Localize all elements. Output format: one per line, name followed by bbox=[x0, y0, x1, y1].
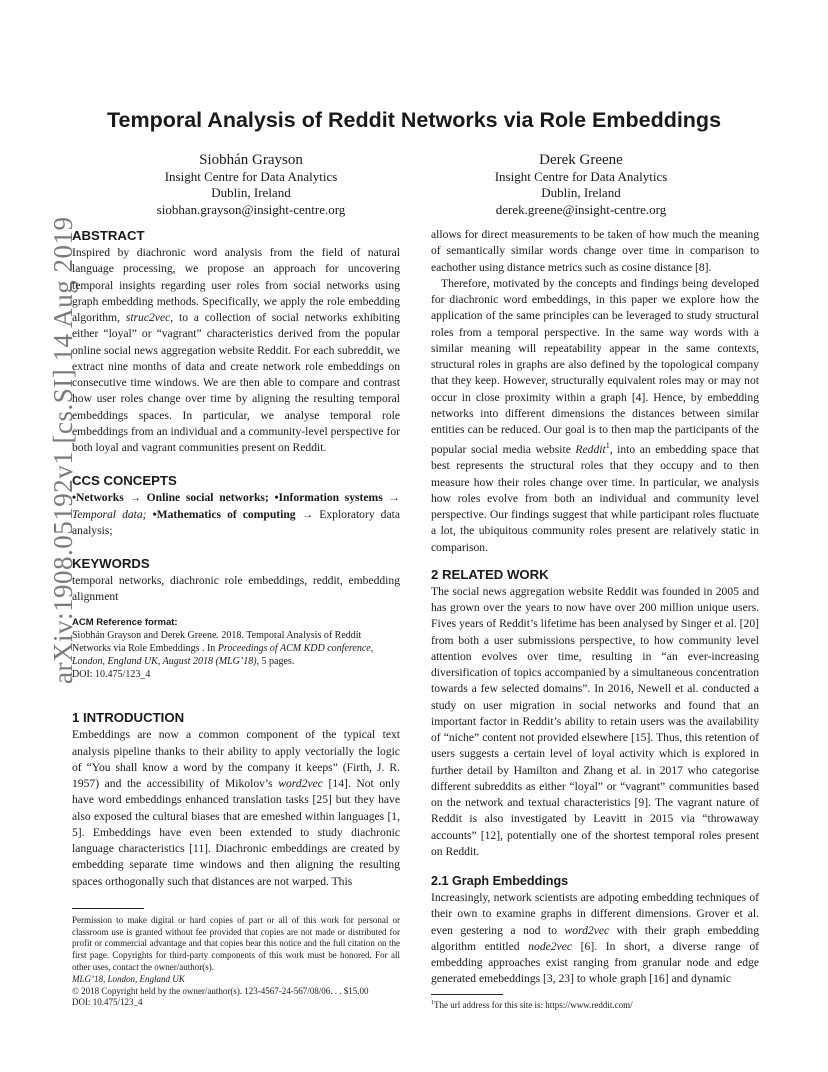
keywords-heading: KEYWORDS bbox=[72, 556, 150, 571]
footnote-rule bbox=[72, 908, 144, 909]
author-affiliation: Insight Centre for Data Analytics bbox=[494, 169, 668, 184]
graph-embeddings-text: Increasingly, network scientists are adpoting embedding techniques of their own to examine graphs in different dimensions. Grover et al. even gestering a nod to word2vec with their graph embedding algorithm entitled node2vec [6]. In short, a diverse range of embedding approaches exist ranging from granular node and edge generated emebeddings [3, 23] to whole graph [16] and dynamic bbox=[431, 891, 759, 986]
left-column bbox=[72, 227, 400, 1009]
intro-heading: 1 INTRODUCTION bbox=[72, 710, 185, 726]
author-affiliation: Insight Centre for Data Analytics bbox=[164, 169, 338, 184]
author-location: Dublin, Ireland bbox=[211, 185, 291, 201]
permission-notice: Permission to make digital or hard copies of part or all of this work for personal or classroom use is granted without fee provided that copies are not made or distributed for profit or commercial advantage and that copies bear this notice and the full citation on the first page. Copyrights for third-party components of this work must be honored. For all other uses, contact the owner/author(s). MLG’18, London, England UK © 2018 Copyright held by the owner/author(s). 123-4567-24-567/08/06. . . $15.00 DOI: 10.475/123_4 bbox=[72, 914, 400, 1008]
author-name: Siobhán Grayson bbox=[199, 152, 303, 168]
arxiv-stamp bbox=[20, 216, 78, 684]
related-work-text: The social news aggregation website Reddit was founded in 2005 and has grown over the years to now have over 200 million unique users. Fives years of Reddit’s lifetime has been analysed by Singer et al. [20] from both a user submissions perspective, to how community level attention evolves over time, resulting in “an ever-increasing diversification of topics accompanied by a simultaneous concentration towards a few selected domains”. In 2016, Newell et al. conducted a study on user migration in social networks and found that an important factor in Reddit’s ability to retain users was the availability of “niche” content not provided elsewhere [15]. Thus, this retention of users suggests a certain level of loyal activity which is explored in further detail by Hamilton and Zhang et al. in 2017 who categorise different subreddits as either “loyal” or “vagrant” communities based on the network and textual characteristics [9]. The vagrant nature of Reddit is also investigated by Leavitt in 2015 via “throwaway accounts” [12], potentially one of the shortest temporal roles present on Reddit. bbox=[431, 584, 759, 858]
footnote-rule bbox=[431, 994, 503, 995]
abstract-text: Inspired by diachronic word analysis from the field of natural language processing, we propose an approach for uncovering temporal insights regarding user roles from social networks using graph embedding methods. Specifically, we apply the role embedding algorithm, struc2vec, to a collection of social networks exhibiting either “loyal” or “vagrant” characteristics derived from the popular online social news aggregation website Reddit. For each subreddit, we extract nine months of data and create network role embeddings on consecutive time windows. We are then able to compare and contrast how user roles change over time by aligning the resulting temporal embeddings spaces. In particular, we analyse temporal role embeddings from an individual and a community-level perspective for both loyal and vagrant communities present on Reddit. bbox=[72, 246, 400, 454]
abstract-heading: ABSTRACT bbox=[72, 228, 145, 243]
author-1 bbox=[101, 151, 401, 218]
arxiv-id: arXiv:1908.05192v1 [cs.SI] 14 Aug 2019 bbox=[48, 216, 78, 684]
author-email: siobhan.grayson@insight-centre.org bbox=[156, 201, 346, 217]
keywords-text: temporal networks, diachronic role embeddings, reddit, embedding alignment bbox=[72, 574, 400, 604]
intro-paragraph-2: Therefore, motivated by the concepts and findings being developed for diachronic word embeddings, in this paper we explore how the application of the same principles can be leveraged to study structural roles from a temporal perspective. In the same way words with a similar meaning will repeatability appear in the same contexts, structural roles in graphs are also defined by the topological company that they keep. However, structurally equivalent roles may or may not occur in close proximity within a graph [4]. Hence, by embedding networks into different dimensions the distances between similar entities can be reduced. Our goal is to then map the participants of the popular social media website Reddit$^1$, into an embedding space that best represents the structural roles that they occupy and to then measure how their roles change over time. In particular, we analysis how roles evolve from both an individual and community level perspective. Our findings suggest that while participant roles fluctuate a lot, the ubiquitous community roles present are relatively static in comparison. bbox=[431, 276, 759, 554]
related-work-heading: 2 RELATED WORK bbox=[431, 566, 549, 582]
ccs-heading: CCS CONCEPTS bbox=[72, 473, 177, 489]
graph-embeddings-heading: 2.1 Graph Embeddings bbox=[431, 874, 569, 889]
intro-text: Embeddings are now a common component of the typical text analysis pipeline thanks to their ability to apply vectorially the logic of “You shall know a word by the company it keeps” (Firth, J. R. 1957) and the accessibility of Mikolov’s word2vec [14]. Not only have word embeddings enhanced translation tasks [25] but they have also exposed the cultural biases that are emeshed within languages [1, 5]. Embeddings have even been extended to study diachronic language characteristics [11]. Diachronic embeddings are created by embedding separate time windows and then aligning the resulting spaces orthogonally such that distances are not warped. This bbox=[72, 728, 400, 888]
author-location: Dublin, Ireland bbox=[541, 185, 621, 201]
author-2 bbox=[431, 151, 731, 218]
footnote: $^1$The url address for this site is: https://www.reddit.com/ bbox=[431, 999, 633, 1010]
author-name: Derek Greene bbox=[539, 152, 623, 168]
acm-ref-text: Siobhán Grayson and Derek Greene. 2018. Temporal Analysis of Reddit Networks via Role Embeddings . In Proceedings of ACM KDD conference, London, England UK, August 2018 (MLG’18), 5 pages. DOI: 10.475/123_4 bbox=[72, 629, 374, 681]
ccs-text: •Networks → Online social networks; •Information systems → Temporal data; •Mathematics of computing → Exploratory data analysis; bbox=[72, 491, 400, 537]
acm-ref-heading: ACM Reference format: bbox=[72, 616, 178, 628]
right-column bbox=[431, 227, 759, 1011]
intro-continued: allows for direct measurements to be taken of how much the meaning of semantically similar words change over time in comparison to eachother using distance metrics such as cosine distance [8]. bbox=[431, 228, 759, 274]
author-email: derek.greene@insight-centre.org bbox=[495, 201, 667, 217]
paper-title: Temporal Analysis of Reddit Networks via Role Embeddings bbox=[106, 108, 722, 132]
